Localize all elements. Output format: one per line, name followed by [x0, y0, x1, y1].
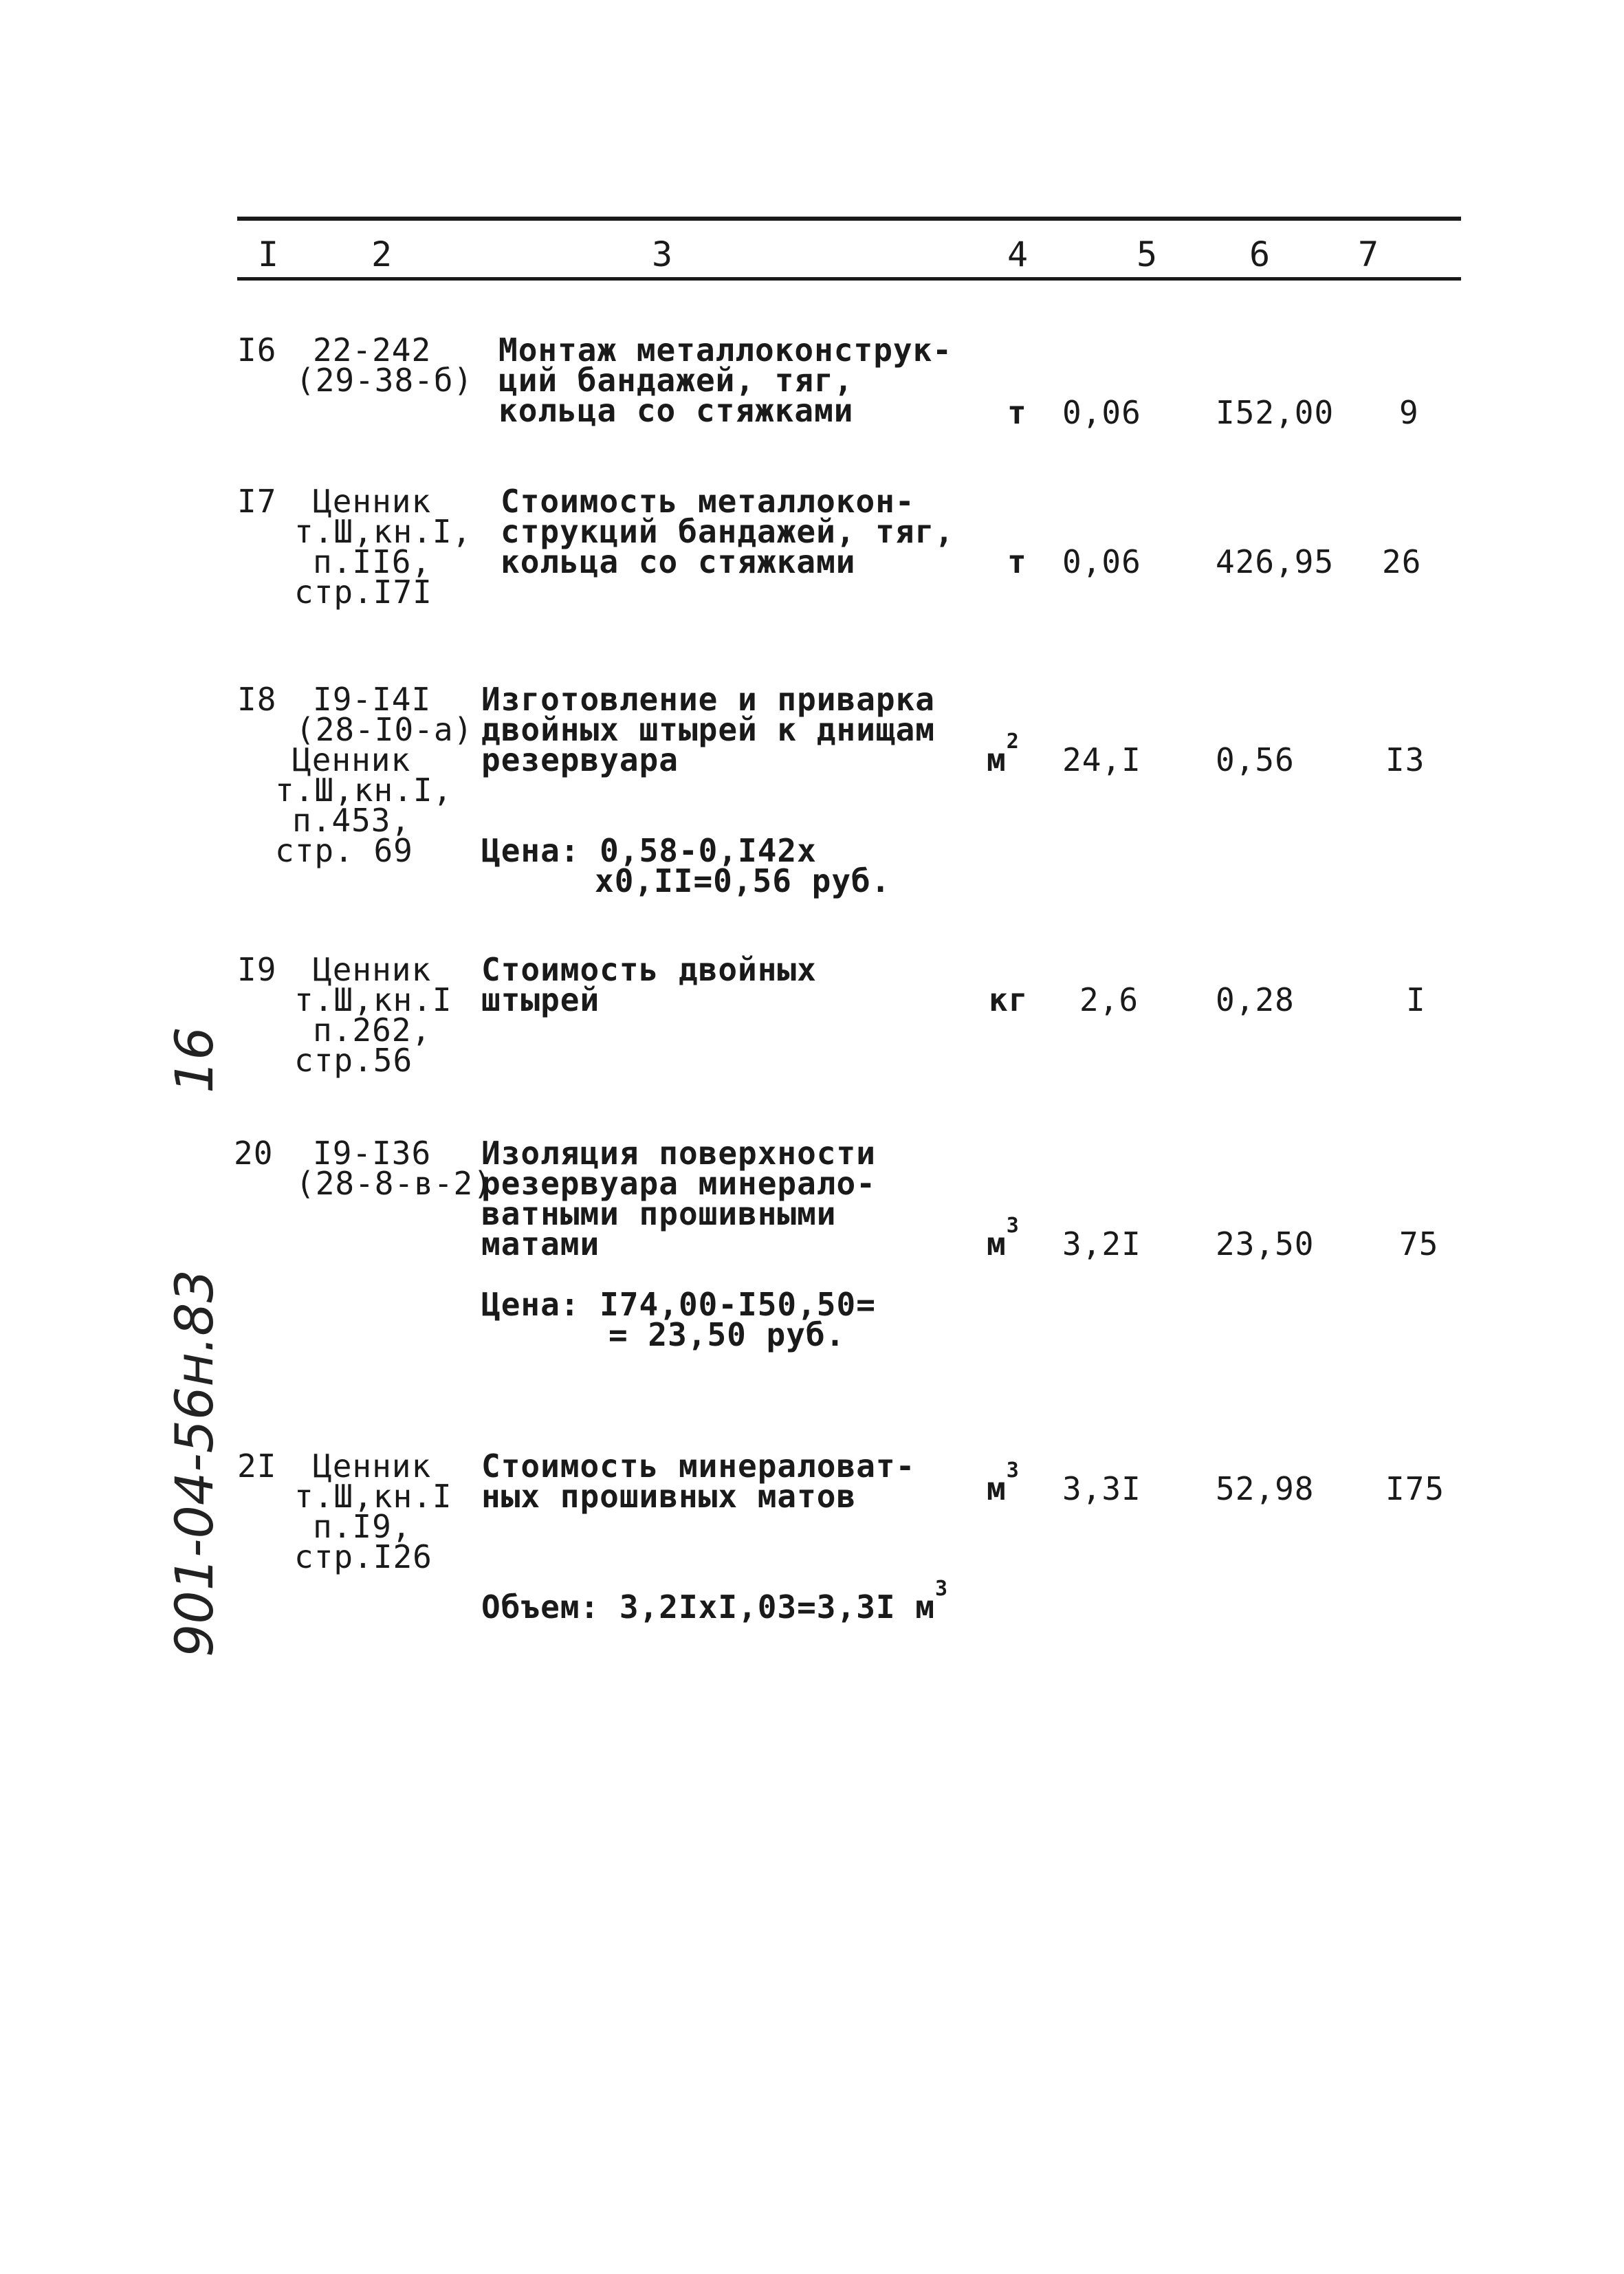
desc-line: Изготовление и приварка: [481, 681, 935, 718]
code-line: (28-I0-а): [296, 711, 474, 748]
price-note-line: Цена: I74,00-I50,50=: [481, 1286, 876, 1323]
row-number: I9: [237, 951, 277, 988]
quantity: 3,3I: [1062, 1470, 1141, 1507]
code-line: (28-8-в-2): [296, 1165, 493, 1202]
row-number: I7: [237, 483, 277, 520]
code-line: Ценник: [292, 741, 411, 778]
col-header-1: I: [258, 234, 279, 274]
price-note-line: Цена: 0,58-0,I42x: [481, 832, 817, 869]
desc-line: матами: [481, 1225, 600, 1262]
desc-line: ных прошивных матов: [481, 1478, 857, 1515]
code-line: стр.I26: [294, 1538, 432, 1575]
unit-price: I52,00: [1216, 394, 1335, 431]
desc-line: двойных штырей к днищам: [481, 711, 935, 748]
unit: $м^3$: [987, 1214, 1020, 1262]
unit-price: 23,50: [1216, 1225, 1315, 1262]
code-line: п.262,: [313, 1012, 432, 1049]
quantity: 24,I: [1062, 741, 1141, 778]
code-line: т.Ш,кн.I: [294, 1478, 452, 1515]
desc-line: Стоимость минераловат-: [481, 1447, 916, 1485]
quantity: 0,06: [1062, 543, 1141, 580]
unit-price: 426,95: [1216, 543, 1335, 580]
unit-price: 0,56: [1216, 741, 1295, 778]
desc-line: кольца со стяжками: [498, 392, 854, 429]
code-line: п.I9,: [313, 1508, 412, 1545]
code-line: п.II6,: [313, 543, 432, 580]
unit: т: [1007, 394, 1027, 431]
desc-line: ций бандажей, тяг,: [498, 362, 854, 399]
unit: кг: [989, 981, 1029, 1018]
col-header-6: 6: [1249, 234, 1271, 274]
code-line: Ценник: [313, 951, 432, 988]
code-line: I9-I4I: [313, 681, 432, 718]
desc-line: ватными прошивными: [481, 1195, 837, 1232]
total: 9: [1399, 394, 1419, 431]
total: I: [1406, 981, 1426, 1018]
code-line: стр.I7I: [294, 573, 432, 611]
unit-price: 0,28: [1216, 981, 1295, 1018]
quantity: 3,2I: [1062, 1225, 1141, 1262]
desc-line: Изоляция поверхности: [481, 1135, 876, 1172]
quantity: 0,06: [1062, 394, 1141, 431]
unit: т: [1007, 543, 1027, 580]
desc-line: Монтаж металлоконструк-: [498, 331, 952, 369]
code-line: Ценник: [313, 1447, 432, 1485]
row-number: I8: [237, 681, 277, 718]
col-header-7: 7: [1358, 234, 1379, 274]
code-line: (29-38-б): [296, 362, 474, 399]
code-line: стр.56: [294, 1042, 413, 1079]
col-header-3: 3: [652, 234, 673, 274]
desc-line: Стоимость металлокон-: [501, 483, 915, 520]
desc-line: штырей: [481, 981, 600, 1018]
total: 26: [1382, 543, 1422, 580]
side-page-number: 16: [164, 1027, 225, 1093]
side-doc-code: 901-04-56н.83: [164, 1269, 225, 1657]
desc-line: кольца со стяжками: [501, 543, 856, 580]
desc-line: Стоимость двойных: [481, 951, 817, 988]
code-line: т.Ш,кн.I,: [294, 513, 472, 550]
code-line: т.Ш,кн.I: [294, 981, 452, 1018]
code-line: стр. 69: [275, 832, 413, 869]
table-header-rule: [237, 277, 1461, 281]
total: I3: [1385, 741, 1425, 778]
price-note-line: = 23,50 руб.: [608, 1316, 846, 1353]
unit-price: 52,98: [1216, 1470, 1315, 1507]
col-header-5: 5: [1137, 234, 1158, 274]
unit: $м^2$: [987, 730, 1020, 778]
code-line: I9-I36: [313, 1135, 432, 1172]
total: I75: [1385, 1470, 1445, 1507]
code-line: 22-242: [313, 331, 432, 369]
unit: $м^3$: [987, 1458, 1020, 1507]
row-number: I6: [237, 331, 277, 369]
code-line: п.453,: [292, 802, 411, 839]
row-number: 20: [234, 1135, 274, 1172]
desc-line: струкций бандажей, тяг,: [501, 513, 954, 550]
volume-note: Объем: 3,2IxI,03=3,3I $м^3$: [481, 1577, 949, 1626]
price-note-line: x0,II=0,56 руб.: [595, 862, 891, 899]
row-number: 2I: [237, 1447, 277, 1485]
col-header-2: 2: [371, 234, 393, 274]
table-top-rule: [237, 217, 1461, 221]
col-header-4: 4: [1007, 234, 1029, 274]
code-line: т.Ш,кн.I,: [275, 772, 453, 809]
total: 75: [1399, 1225, 1439, 1262]
quantity: 2,6: [1079, 981, 1139, 1018]
desc-line: резервуара минерало-: [481, 1165, 876, 1202]
desc-line: резервуара: [481, 741, 679, 778]
code-line: Ценник: [313, 483, 432, 520]
